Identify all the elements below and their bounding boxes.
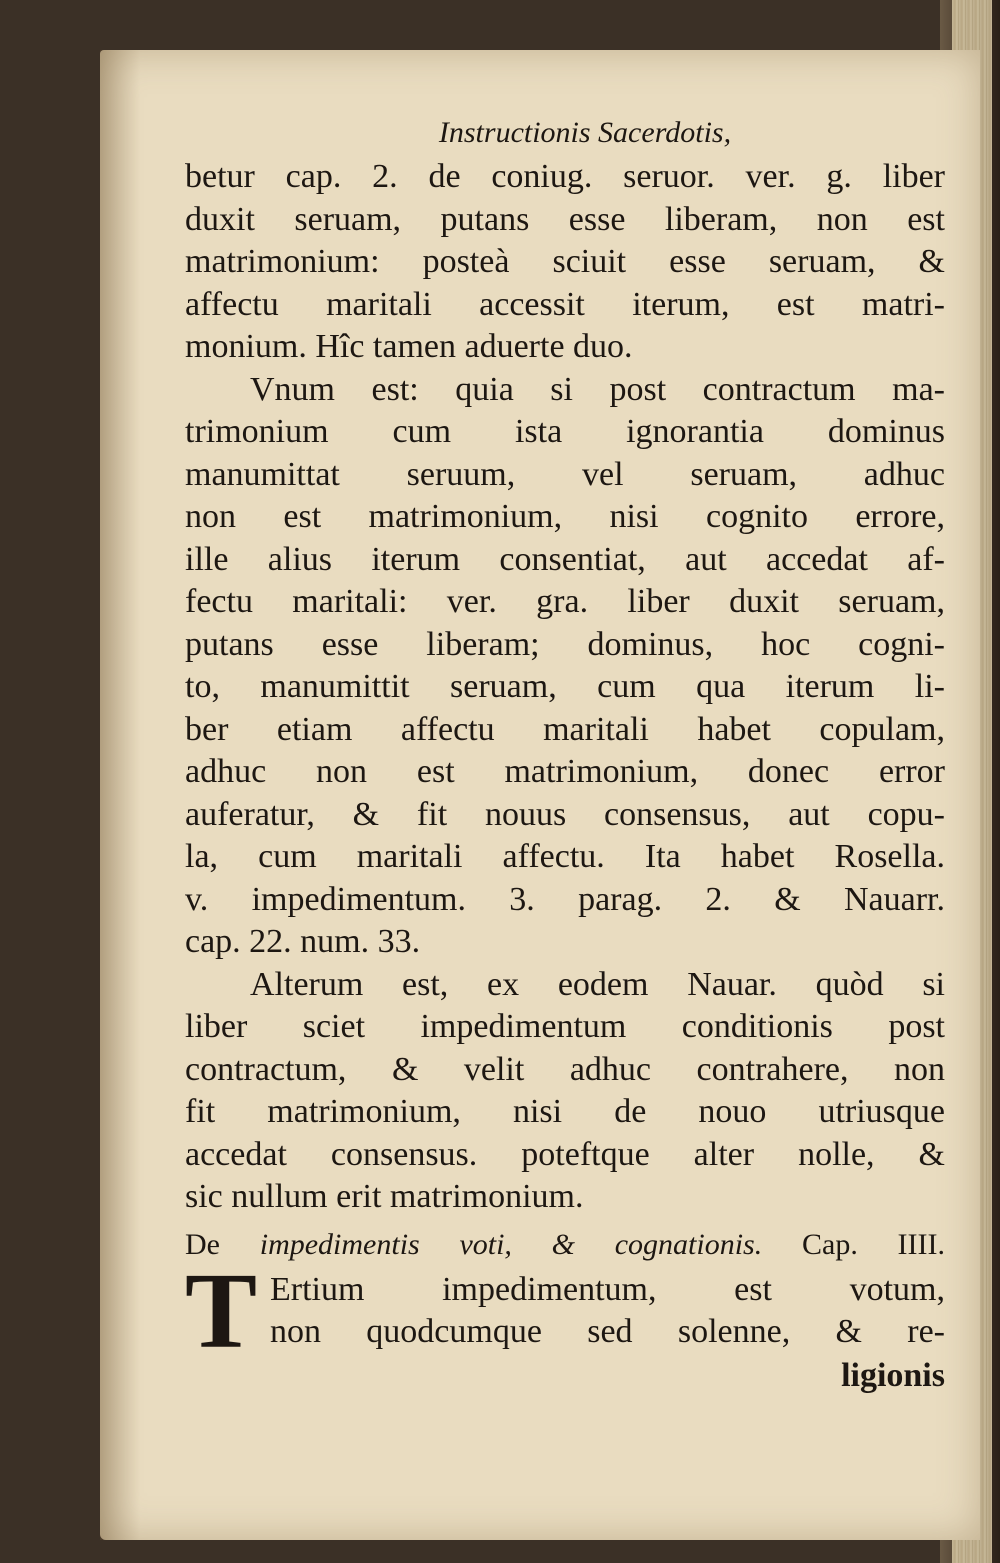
text-line: auferatur, & fit nouus consensus, aut copu-: [185, 795, 945, 833]
paragraph-3: [185, 964, 945, 1219]
text-line: trimonium cum ista ignorantia dominus: [185, 413, 945, 450]
text-line: ber etiam affectu maritali habet copulam,: [185, 710, 945, 748]
text-line: fit matrimonium, nisi de nouo utriusque: [185, 1093, 945, 1130]
text-line: la, cum maritali affectu. Ita habet Rosella.: [185, 838, 945, 875]
chapter-heading: [185, 1223, 945, 1267]
text-line: sic nullum erit matrimonium.: [185, 1178, 584, 1215]
text-line: cap. 22. num. 33.: [185, 923, 421, 960]
text-line: adhuc non est matrimonium, donec error: [185, 753, 945, 790]
page-gutter-shadow: [100, 50, 140, 1540]
chapter-number: Cap. IIII.: [802, 1227, 946, 1261]
chapter-heading-prefix: De: [185, 1227, 220, 1261]
chapter-opening: [185, 1251, 945, 1371]
drop-cap-initial: T: [185, 1251, 258, 1371]
text-line: liber sciet impedimentum conditionis post: [185, 1008, 945, 1045]
catchword: ligionis: [841, 1356, 945, 1394]
paragraph-2: [185, 369, 945, 964]
text-line: ille alius iterum consentiat, aut accedat af-: [185, 540, 945, 578]
text-line: Ertium impedimentum, est votum,: [270, 1270, 945, 1308]
running-head: Instructionis Sacerdotis,: [438, 116, 732, 149]
text-line: matrimonium: posteà sciuit esse seruam, &: [185, 243, 945, 280]
text-line: non est matrimonium, nisi cognito errore,: [185, 498, 945, 535]
text-line: fectu maritali: ver. gra. liber duxit seruam,: [185, 583, 945, 620]
text-line: affectu maritali accessit iterum, est matri-: [185, 285, 945, 323]
chapter-heading-title: impedimentis voti, & cognationis.: [259, 1227, 763, 1261]
text-line: contractum, & velit adhuc contrahere, non: [185, 1050, 945, 1088]
text-line: Vnum est: quia si post contractum ma-: [250, 370, 945, 408]
text-line: monium. Hîc tamen aduerte duo.: [185, 328, 633, 365]
text-line: to, manumittit seruam, cum qua iterum li-: [185, 668, 945, 705]
text-line: betur cap. 2. de coniug. seruor. ver. g. liber: [185, 158, 945, 195]
text-line: manumittat seruum, vel seruam, adhuc: [185, 455, 945, 493]
page-text: [185, 110, 945, 1397]
text-line: non quodcumque sed solenne, & re-: [270, 1313, 945, 1350]
text-line: duxit seruam, putans esse liberam, non est: [185, 200, 945, 238]
text-line: Alterum est, ex eodem Nauar. quòd si: [250, 965, 945, 1003]
text-line: accedat consensus. poteftque alter nolle, &: [185, 1135, 945, 1173]
text-line: putans esse liberam; dominus, hoc cogni-: [185, 625, 945, 663]
text-line: v. impedimentum. 3. parag. 2. & Nauarr.: [185, 880, 945, 918]
paragraph-1: [185, 156, 945, 369]
